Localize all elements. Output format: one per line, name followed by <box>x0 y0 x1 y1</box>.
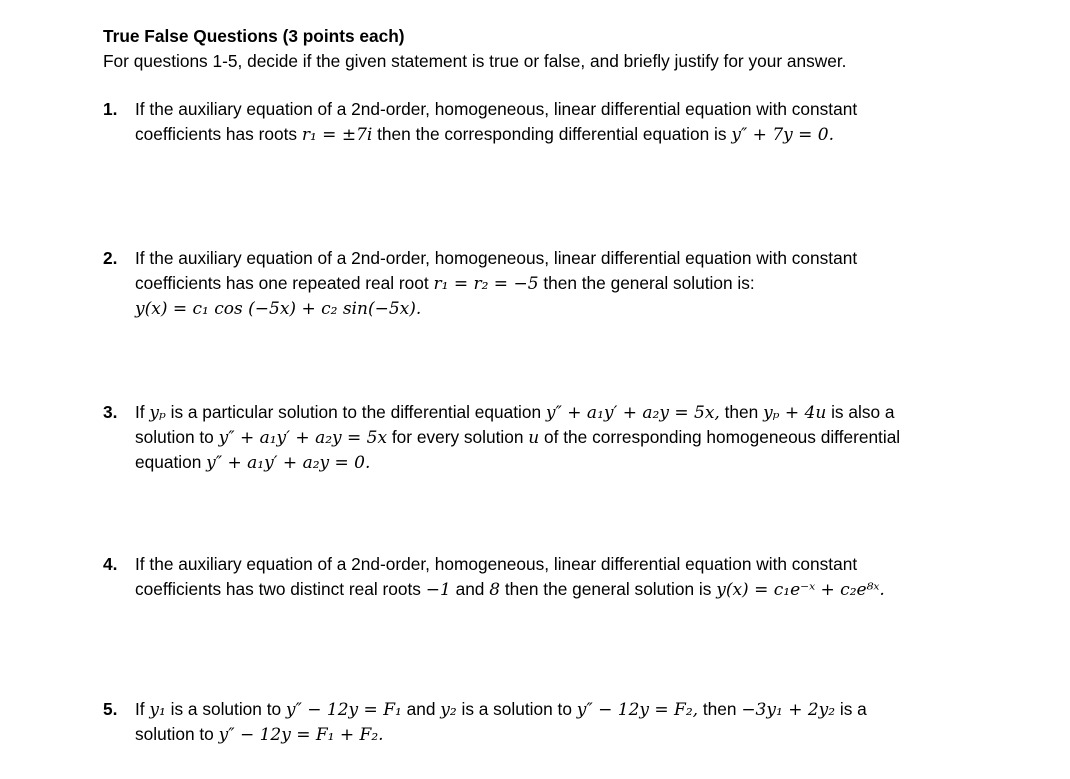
math-expression: y(x) = c₁ cos (−5x) + c₂ sin(−5x). <box>135 299 422 319</box>
question-line: coefficients has roots r₁ = ±7i then the corresponding differential equation is y″ + 7y = 0. <box>135 124 835 145</box>
math-expression: y(x) = c₁e⁻ˣ + c₂e⁸ˣ. <box>716 580 885 600</box>
math-expression: u <box>528 428 540 448</box>
question-line: solution to y″ − 12y = F₁ + F₂. <box>135 724 384 745</box>
section-title: True False Questions (3 points each) <box>103 26 405 46</box>
math-expression: y″ + a₁y′ + a₂y = 5x <box>218 428 388 448</box>
math-expression: y₂ <box>440 700 457 720</box>
question-number: 3. <box>103 402 118 422</box>
math-expression: −3y₁ + 2y₂ <box>741 700 836 720</box>
question-body <box>135 246 857 321</box>
question-number: 4. <box>103 554 118 574</box>
question-body <box>135 552 885 602</box>
question-line: If y₁ is a solution to y″ − 12y = F₁ and y₂ is a solution to y″ − 12y = F₂, then −3y₁ + 2y₂ is a <box>135 699 867 720</box>
math-expression: r₁ = ±7i <box>301 125 373 145</box>
question-line: equation y″ + a₁y′ + a₂y = 0. <box>135 452 371 473</box>
question-body <box>135 697 867 747</box>
question-line: coefficients has one repeated real root r₁ = r₂ = −5 then the general solution is: <box>135 273 755 294</box>
question-body <box>135 97 857 147</box>
question-number: 1. <box>103 99 118 119</box>
math-expression: 8 <box>489 580 501 600</box>
math-expression: y″ − 12y = F₁ + F₂. <box>218 725 384 745</box>
question-line <box>135 296 857 321</box>
math-expression: y″ − 12y = F₂, <box>576 700 699 720</box>
question-line: coefficients has two distinct real roots −1 and 8 then the general solution is y(x) = c₁e⁻ˣ + c₂e⁸ˣ. <box>135 579 885 600</box>
question-line: solution to y″ + a₁y′ + a₂y = 5x for every solution u of the corresponding homogeneous differential <box>135 427 901 448</box>
math-expression: y″ + a₁y′ + a₂y = 5x, <box>545 403 720 423</box>
math-expression: yₚ + 4u <box>763 403 827 423</box>
question-number: 5. <box>103 699 118 719</box>
question-number: 2. <box>103 248 118 268</box>
math-expression: r₁ = r₂ = −5 <box>433 274 539 294</box>
math-expression: y″ + a₁y′ + a₂y = 0. <box>206 453 371 473</box>
question-body <box>135 400 900 475</box>
math-expression: y″ − 12y = F₁ <box>285 700 402 720</box>
question-line: If the auxiliary equation of a 2nd-order, homogeneous, linear differential equation with constant <box>135 554 858 574</box>
math-expression: yₚ <box>149 403 166 423</box>
question-line: If the auxiliary equation of a 2nd-order, homogeneous, linear differential equation with constant <box>135 99 858 119</box>
instructions-text: For questions 1-5, decide if the given statement is true or false, and briefly justify for your answer. <box>103 51 847 71</box>
math-expression: y″ + 7y = 0. <box>731 125 835 145</box>
question-line: If yₚ is a particular solution to the differential equation y″ + a₁y′ + a₂y = 5x, then yₚ + 4u is also a <box>135 402 895 423</box>
math-expression: −1 <box>425 580 451 600</box>
math-expression: y₁ <box>149 700 166 720</box>
question-line: If the auxiliary equation of a 2nd-order, homogeneous, linear differential equation with constant <box>135 248 858 268</box>
